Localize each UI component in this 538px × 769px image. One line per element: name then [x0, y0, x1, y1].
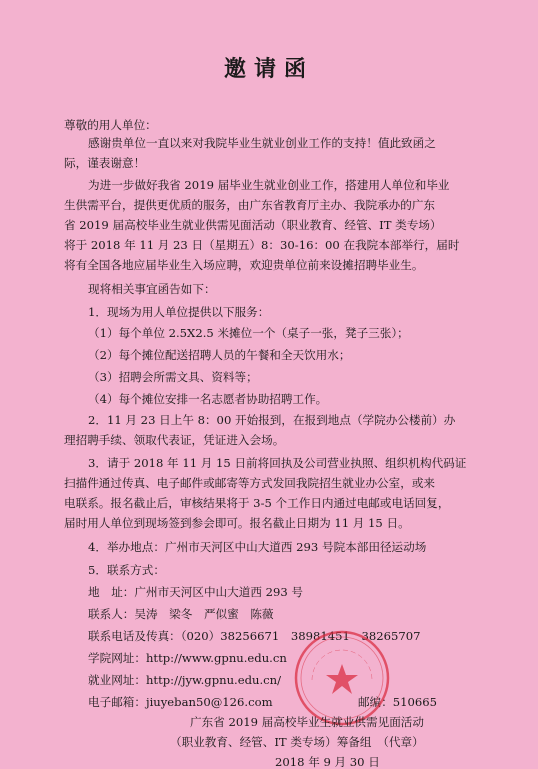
- item-1-sub-4: （4）每个摊位安排一名志愿者协助招聘工作。: [88, 392, 328, 406]
- letter-title: 邀请函: [223, 56, 314, 82]
- paragraph-event-line-4: 将于 2018 年 11 月 23 日（星期五）8：30-16：00 在我院本部举行，届时: [64, 238, 460, 252]
- item-3-line-4: 届时用人单位到现场签到参会即可。报名截止日期为 11 月 15 日。: [64, 516, 410, 530]
- item-3-line-3: 电联系。报名截止后，审核结果将于 3-5 个工作日内通过电邮或电话回复，: [64, 496, 450, 510]
- item-3-line-1: 3．请于 2018 年 11 月 15 日前将回执及公司营业执照、组织机构代码证: [88, 456, 467, 470]
- item-2-line-1: 2．11 月 23 日上午 8：00 开始报到，在报到地点（学院办公楼前）办: [88, 413, 456, 427]
- item-4-venue: 4．举办地点：广州市天河区中山大道西 293 号院本部田径运动场: [88, 540, 427, 554]
- paragraph-thanks-line-1: 感谢贵单位一直以来对我院毕业生就业创业工作的支持！值此致函之: [88, 136, 436, 150]
- paragraph-event-line-1: 为进一步做好我省 2019 届毕业生就业创业工作，搭建用人单位和毕业: [88, 178, 450, 192]
- item-3-line-2: 扫描件通过传真、电子邮件或邮寄等方式发回我院招生就业办公室，或来: [64, 476, 436, 490]
- contact-people: 联系人：吴涛 梁冬 严似蜜 陈薇: [88, 607, 274, 621]
- contact-address: 地 址：广州市天河区中山大道西 293 号: [88, 585, 304, 599]
- item-1-title: 1．现场为用人单位提供以下服务：: [88, 305, 270, 319]
- contact-email: 电子邮箱：jiuyeban50@126.com: [88, 695, 273, 709]
- signature-committee: （职业教育、经管、IT 类专场）筹备组 （代章）: [170, 735, 424, 749]
- official-seal-icon: [292, 628, 392, 728]
- contact-website: 学院网址：http://www.gpnu.edu.cn: [88, 651, 287, 665]
- salutation: 尊敬的用人单位：: [64, 118, 157, 132]
- signature-date: 2018 年 9 月 30 日: [275, 755, 380, 769]
- item-2-line-2: 理招聘手续、领取代表证，凭证进入会场。: [64, 433, 285, 447]
- contact-phone: 联系电话及传真：（020）38256671 38981451 38265707: [88, 629, 421, 643]
- item-1-sub-1: （1）每个单位 2.5X2.5 米摊位一个（桌子一张，凳子三张）；: [88, 326, 409, 340]
- contact-postcode: 邮编：510665: [358, 695, 438, 709]
- paragraph-event-line-2: 生供需平台，提供更优质的服务，由广东省教育厅主办、我院承办的广东: [64, 198, 436, 212]
- contact-jobsite: 就业网址：http://jyw.gpnu.edu.cn/: [88, 673, 282, 687]
- item-1-sub-3: （3）招聘会所需文具、资料等；: [88, 370, 258, 384]
- paragraph-notice: 现将相关事宜函告如下：: [88, 282, 216, 296]
- item-1-sub-2: （2）每个摊位配送招聘人员的午餐和全天饮用水；: [88, 348, 351, 362]
- paragraph-event-line-5: 将有全国各地应届毕业生入场应聘，欢迎贵单位前来设摊招聘毕业生。: [64, 258, 424, 272]
- paragraph-event-line-3: 省 2019 届高校毕业生就业供需见面活动（职业教育、经管、IT 类专场）: [64, 218, 442, 232]
- item-5-title: 5．联系方式：: [88, 563, 165, 577]
- signature-organizer: 广东省 2019 届高校毕业生就业供需见面活动: [190, 715, 424, 729]
- paragraph-thanks-line-2: 际，谨表谢意！: [64, 156, 146, 170]
